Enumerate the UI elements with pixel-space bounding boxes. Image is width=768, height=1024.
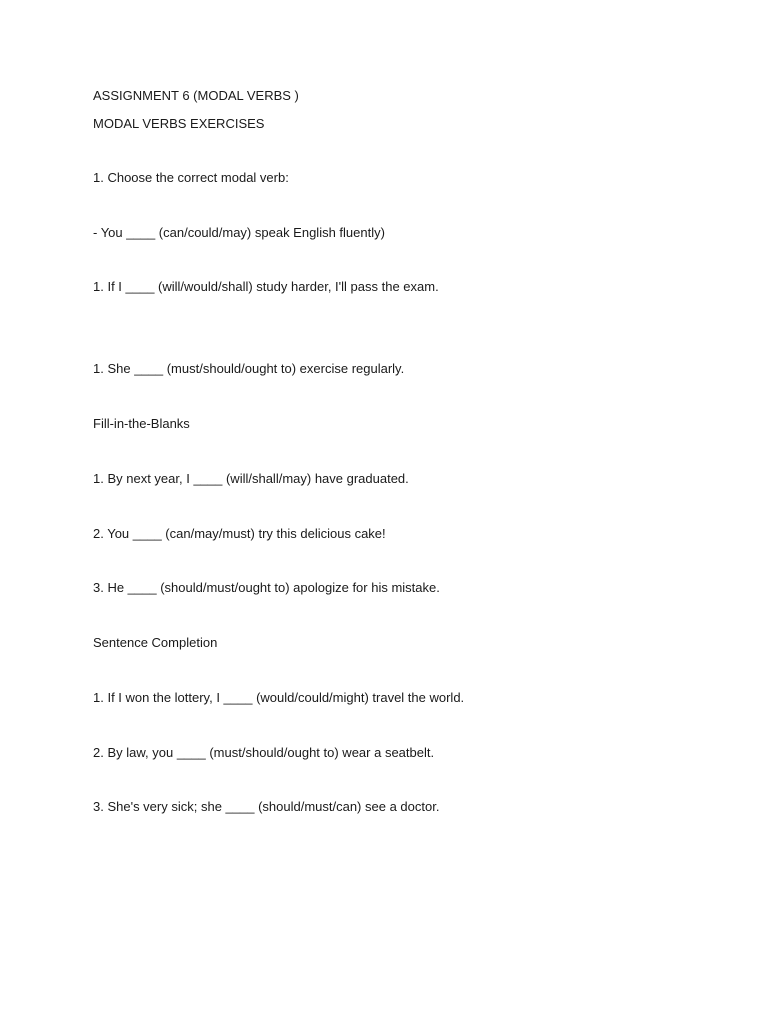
exercise-item: 1. By next year, I ____ (will/shall/may) have graduated.: [93, 471, 409, 486]
exercise-item: 2. You ____ (can/may/must) try this delicious cake!: [93, 526, 386, 541]
section2-heading: Fill-in-the-Blanks: [93, 416, 190, 431]
exercise-item: 1. She ____ (must/should/ought to) exercise regularly.: [93, 361, 405, 376]
exercise-item: 3. He ____ (should/must/ought to) apologize for his mistake.: [93, 580, 440, 595]
exercise-item: 1. If I ____ (will/would/shall) study harder, I'll pass the exam.: [93, 279, 439, 294]
section3-heading: Sentence Completion: [93, 635, 218, 650]
document-title: ASSIGNMENT 6 (MODAL VERBS ): [93, 88, 299, 103]
exercise-item: 3. She's very sick; she ____ (should/must/can) see a doctor.: [93, 799, 440, 814]
exercise-item: 1. If I won the lottery, I ____ (would/could/might) travel the world.: [93, 690, 465, 705]
exercise-item: - You ____ (can/could/may) speak English fluently): [93, 225, 385, 240]
section1-heading: 1. Choose the correct modal verb:: [93, 170, 289, 185]
document-subtitle: MODAL VERBS EXERCISES: [93, 116, 265, 131]
exercise-item: 2. By law, you ____ (must/should/ought to) wear a seatbelt.: [93, 745, 435, 760]
